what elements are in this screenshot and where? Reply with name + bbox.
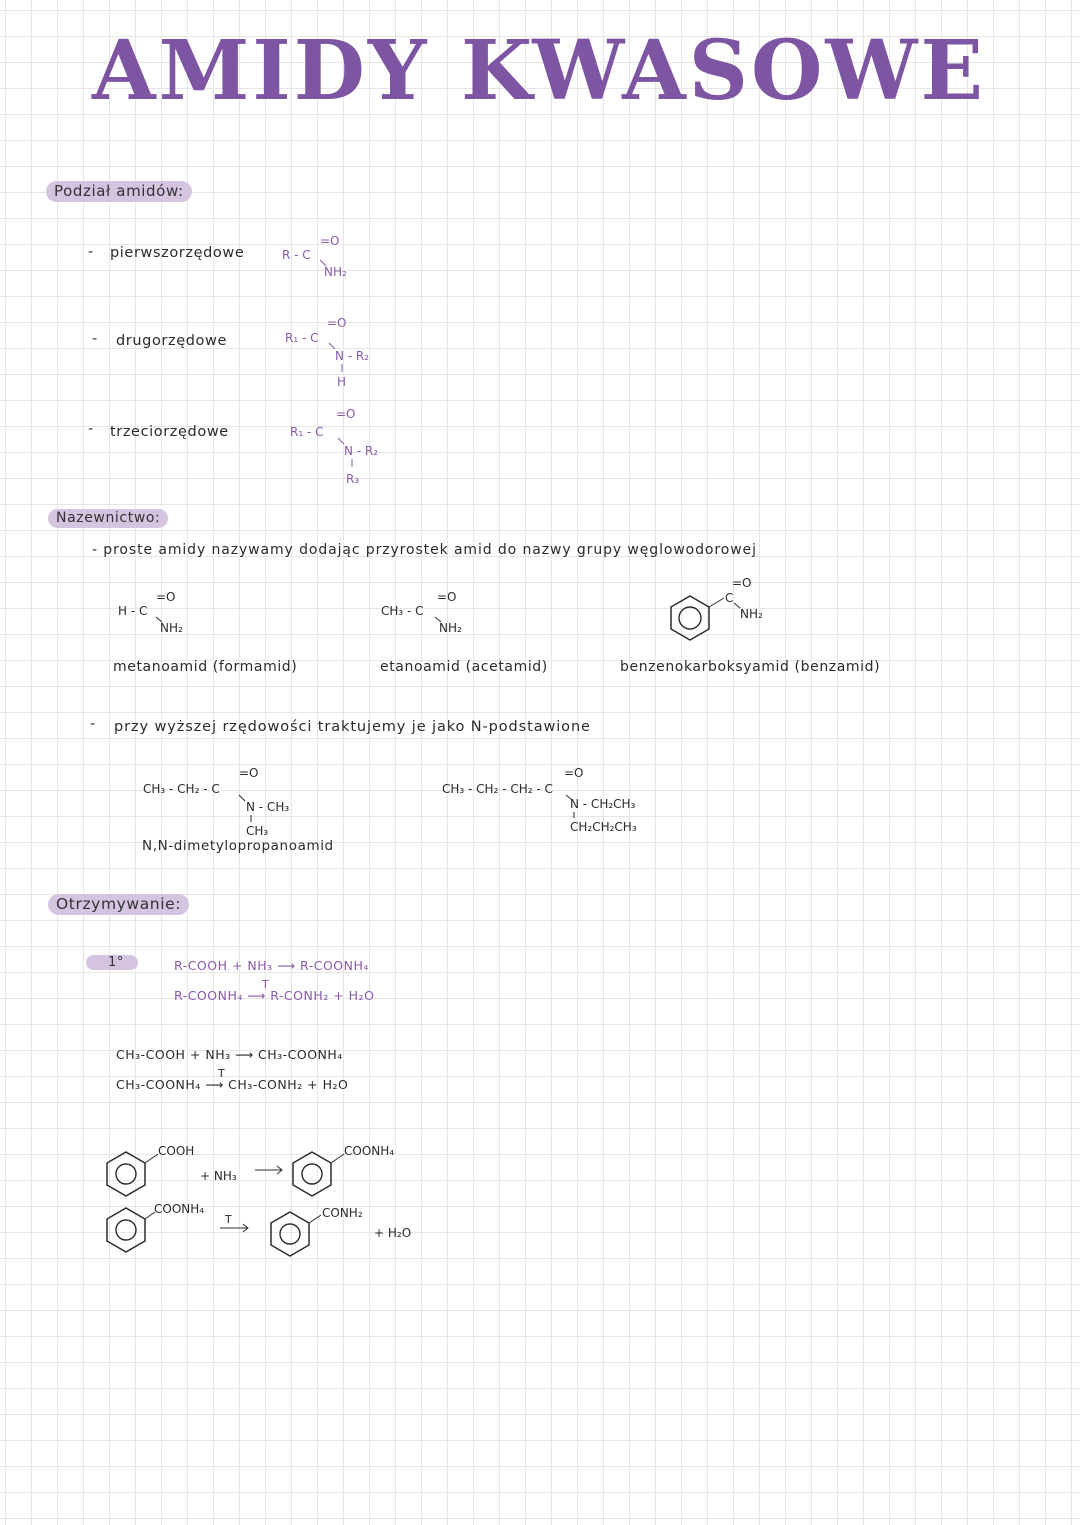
formula-part: N - CH₂CH₃ xyxy=(570,797,636,811)
formula-part: =O xyxy=(320,234,340,248)
formula-part: =O xyxy=(156,590,176,604)
benzoic-reaction-2 xyxy=(100,1198,430,1260)
page-title: AMIDY KWASOWE xyxy=(92,23,986,119)
formula-part: =O xyxy=(336,407,356,421)
acetamid-formula xyxy=(381,588,491,638)
acetamid-name: etanoamid (acetamid) xyxy=(380,659,548,675)
formula-part: CH₂CH₂CH₃ xyxy=(570,820,637,834)
formula-part: + H₂O xyxy=(374,1226,412,1240)
bullet-dash: - xyxy=(92,331,98,347)
formula-part: N - CH₃ xyxy=(246,800,290,814)
section-heading-synthesis: Otrzymywanie: xyxy=(48,894,189,915)
benzamid-formula xyxy=(666,574,786,644)
formula-part: R₁ - C xyxy=(290,425,324,439)
formula-part: CH₃ - CH₂ - C xyxy=(143,782,220,796)
benzene-ring-icon xyxy=(271,1212,309,1256)
formula-part: H - C xyxy=(118,604,148,618)
formula-part: COONH₄ xyxy=(154,1202,205,1216)
amide-class-tertiary: trzeciorzędowe xyxy=(110,424,229,440)
nomenclature-rule: - proste amidy nazywamy dodając przyrostek amid do nazwy grupy węglowodorowej xyxy=(92,542,757,558)
formula-part: =O xyxy=(564,766,584,780)
formula-part: R₁ - C xyxy=(285,331,319,345)
dimethylpropanoamid-formula xyxy=(143,760,343,840)
amide-class-secondary: drugorzędowe xyxy=(116,333,227,349)
general-reaction-2: R-COONH₄ ⟶ R-CONH₂ + H₂O xyxy=(174,988,375,1003)
acetic-reaction-2: CH₃-COONH₄ ⟶ CH₃-CONH₂ + H₂O xyxy=(116,1077,349,1092)
formula-part: N - R₂ xyxy=(335,349,370,363)
formula-part: H xyxy=(337,375,347,389)
amide-class-primary: pierwszorzędowe xyxy=(110,245,245,261)
ethylpropylbutanoamid-formula xyxy=(442,762,662,842)
formula-part: COONH₄ xyxy=(344,1144,395,1158)
formula-part: CONH₂ xyxy=(322,1206,363,1220)
formula-part: NH₂ xyxy=(439,621,462,635)
general-reaction-1: R-COOH + NH₃ ⟶ R-COONH₄ xyxy=(174,958,369,973)
section-heading-nomenclature: Nazewnictwo: xyxy=(48,509,168,528)
formula-part: CH₃ - C xyxy=(381,604,424,618)
higher-order-rule: przy wyższej rzędowości traktujemy je jako N-podstawione xyxy=(114,719,591,735)
primary-amide-formula xyxy=(280,230,360,280)
dimethylpropanoamid-name: N,N-dimetylopropanoamid xyxy=(142,838,334,854)
formula-part: CH₃ - CH₂ - CH₂ - C xyxy=(442,782,553,796)
formula-part: R - C xyxy=(282,248,311,262)
formula-part: NH₂ xyxy=(740,607,763,621)
heat-symbol: T xyxy=(262,978,270,991)
bullet-dash: - xyxy=(88,244,94,260)
formula-part: =O xyxy=(327,316,347,330)
benzene-ring-icon xyxy=(671,596,709,640)
bullet-dash: - xyxy=(88,421,94,437)
heat-symbol: T xyxy=(225,1213,232,1226)
benzoic-reaction-1 xyxy=(100,1140,420,1200)
formula-part: =O xyxy=(239,766,259,780)
heat-symbol: T xyxy=(218,1067,226,1080)
reaction-arrow-icon xyxy=(255,1166,282,1174)
tertiary-amide-formula xyxy=(290,402,400,492)
formamid-name: metanoamid (formamid) xyxy=(113,659,298,675)
formula-part: NH₂ xyxy=(324,265,347,279)
formula-part: + NH₃ xyxy=(200,1169,237,1183)
step-badge: 1° xyxy=(86,955,138,970)
benzene-ring-icon xyxy=(107,1152,145,1196)
acetic-reaction-1: CH₃-COOH + NH₃ ⟶ CH₃-COONH₄ xyxy=(116,1047,343,1062)
formula-part: =O xyxy=(437,590,457,604)
benzene-ring-icon xyxy=(293,1152,331,1196)
formula-part: CH₃ xyxy=(246,824,269,838)
formula-part: NH₂ xyxy=(160,621,183,635)
benzene-ring-icon xyxy=(107,1208,145,1252)
section-heading-division: Podział amidów: xyxy=(46,181,192,202)
formamid-formula xyxy=(118,588,208,638)
benzamid-name: benzenokarboksyamid (benzamid) xyxy=(620,659,881,675)
formula-part: C xyxy=(725,591,734,605)
formula-part: COOH xyxy=(158,1144,195,1158)
formula-part: =O xyxy=(732,576,752,590)
bullet-dash: - xyxy=(90,716,96,732)
formula-part: R₃ xyxy=(346,472,360,486)
formula-part: N - R₂ xyxy=(344,444,379,458)
secondary-amide-formula xyxy=(285,312,395,392)
